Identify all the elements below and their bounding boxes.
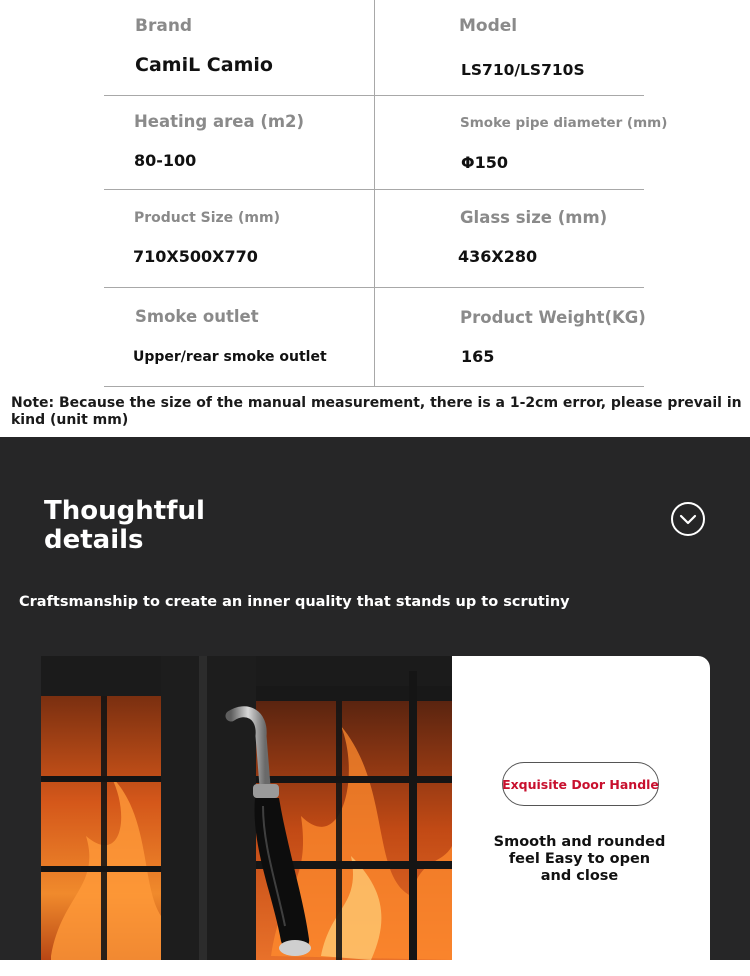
feature-description: Smooth and rounded feel Easy to open and close — [493, 834, 666, 884]
spec-label-brand: Brand — [135, 16, 193, 36]
table-divider — [104, 287, 644, 288]
spec-label-weight: Product Weight(KG) — [460, 308, 646, 327]
measurement-note: Note: Because the size of the manual measurement, there is a 1-2cm error, please prevail in kind (unit mm) — [11, 395, 742, 428]
feature-card — [452, 656, 710, 976]
spec-table — [0, 0, 750, 437]
table-divider — [104, 189, 644, 190]
spec-value-smoke-outlet: Upper/rear smoke outlet — [133, 349, 327, 365]
table-divider — [104, 95, 644, 96]
spec-label-heating-area: Heating area (m2) — [134, 112, 305, 131]
spec-value-glass-size: 436X280 — [458, 247, 538, 266]
spec-label-glass-size: Glass size (mm) — [460, 208, 608, 227]
door-handle-photo — [41, 656, 452, 960]
table-divider — [104, 386, 644, 387]
spec-label-smoke-outlet: Smoke outlet — [135, 307, 259, 326]
spec-label-product-size: Product Size (mm) — [134, 210, 281, 226]
spec-value-product-size: 710X500X770 — [133, 247, 258, 266]
spec-value-smoke-pipe: Φ150 — [461, 153, 508, 172]
spec-value-weight: 165 — [461, 347, 495, 366]
spec-label-smoke-pipe: Smoke pipe diameter (mm) — [460, 115, 668, 131]
spec-label-model: Model — [459, 16, 518, 36]
section-title: Thoughtful details — [44, 496, 205, 555]
details-section — [0, 437, 750, 960]
section-subtitle: Craftsmanship to create an inner quality that stands up to scrutiny — [19, 594, 570, 610]
spec-value-heating-area: 80-100 — [134, 151, 197, 170]
spec-value-brand: CamiL Camio — [135, 54, 273, 76]
spec-value-model: LS710/LS710S — [461, 61, 585, 79]
chevron-down-circle-icon[interactable] — [671, 502, 705, 536]
table-divider — [374, 0, 375, 387]
feature-label-badge: Exquisite Door Handle — [502, 762, 659, 806]
